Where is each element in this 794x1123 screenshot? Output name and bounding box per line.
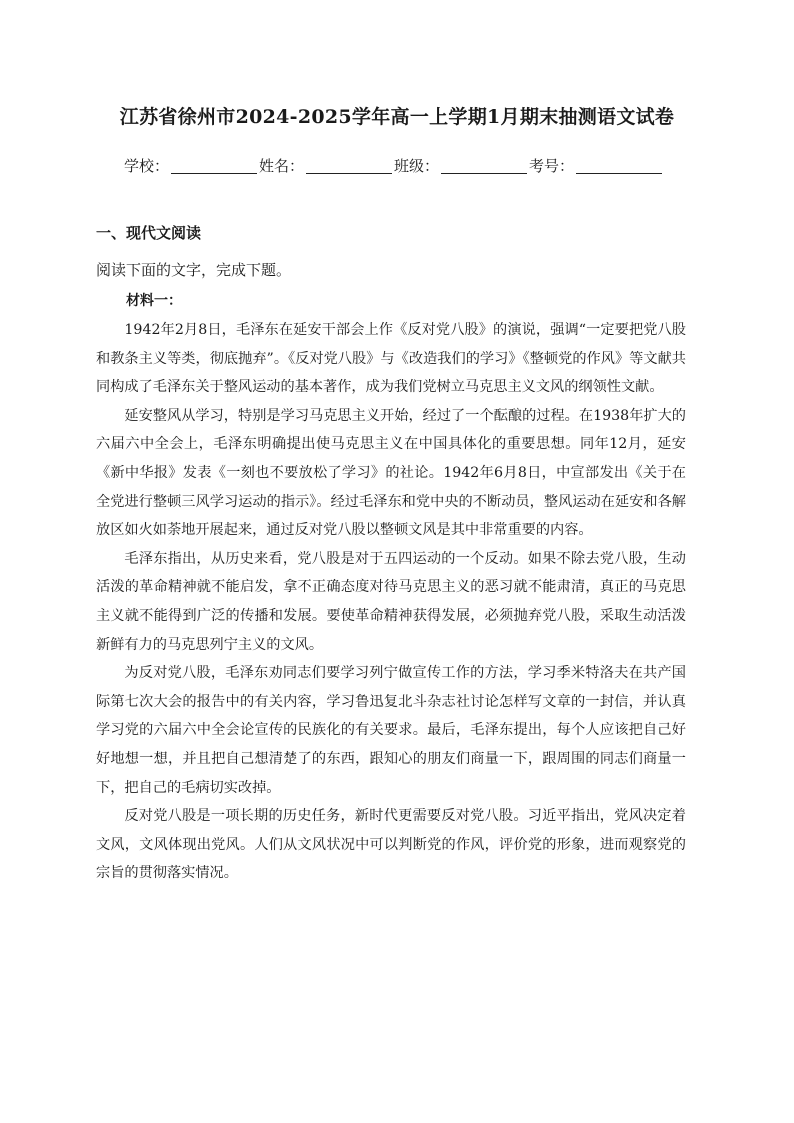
material-label: 材料一： xyxy=(126,293,182,309)
number-blank xyxy=(576,157,662,174)
student-info-row xyxy=(124,152,684,176)
paragraph: 延安整风从学习，特别是学习马克思主义开始，经过了一个酝酿的过程。在1938年扩大的六届六中全会上，毛泽东明确提出使马克思主义在中国具体化的重要思想。同年12月，延安《新中华报》发表《一刻也不要放松了学习》的社论。1942年6月8日，中宣部发出《关于在全党进行整顿三风学习运动的指示》。经过毛泽东和党中央的不断动员，整风运动在延安和各解放区如火如荼地开展起来，通过反对党八股以整顿文风是其中非常重要的内容。 xyxy=(96,407,686,539)
paragraph: 为反对党八股，毛泽东劝同志们要学习列宁做宣传工作的方法，学习季米特洛夫在共产国际第七次大会的报告中的有关内容，学习鲁迅复北斗杂志社讨论怎样写文章的一封信，并认真学习党的六届六中全会论宣传的民族化的有关要求。最后，毛泽东提出，每个人应该把自己好好地想一想，并且把自己想清楚了的东西，跟知心的朋友们商量一下，跟周围的同志们商量一下，把自己的毛病切实改掉。 xyxy=(96,665,686,796)
class-label: 班级： xyxy=(394,157,440,175)
paragraph: 毛泽东指出，从历史来看，党八股是对于五四运动的一个反动。如果不除去党八股，生动活泼的革命精神就不能启发，拿不正确态度对待马克思主义的恶习就不能肃清，真正的马克思主义就不能得到广泛的传播和发展。要使革命精神获得发展，必须抛弃党八股，采取生动活泼新鲜有力的马克思列宁主义的文风。 xyxy=(96,550,686,653)
name-label: 姓名： xyxy=(259,157,305,175)
school-blank xyxy=(171,157,257,174)
class-blank xyxy=(441,157,527,174)
paragraph: 反对党八股是一项长期的历史任务，新时代更需要反对党八股。习近平指出，党风决定着文风，文风体现出党风。人们从文风状况中可以判断党的作风，评价党的形象，进而观察党的宗旨的贯彻落实情况。 xyxy=(96,808,686,882)
section-heading: 一、现代文阅读 xyxy=(96,224,202,242)
number-label: 考号： xyxy=(529,157,575,175)
school-label: 学校： xyxy=(124,157,170,175)
reading-instruction: 阅读下面的文字，完成下题。 xyxy=(96,261,292,279)
material-text xyxy=(96,316,686,888)
name-blank xyxy=(306,157,392,174)
exam-title: 江苏省徐州市2024-2025学年高一上学期1月期末抽测语文试卷 xyxy=(119,106,675,128)
paragraph: 1942年2月8日，毛泽东在延安干部会上作《反对党八股》的演说，强调“一定要把党八股和教条主义等类，彻底抛弃”。《反对党八股》与《改造我们的学习》《整顿党的作风》等文献共同构成了毛泽东关于整风运动的基本著作，成为我们党树立马克思主义文风的纲领性文献。 xyxy=(96,322,686,396)
